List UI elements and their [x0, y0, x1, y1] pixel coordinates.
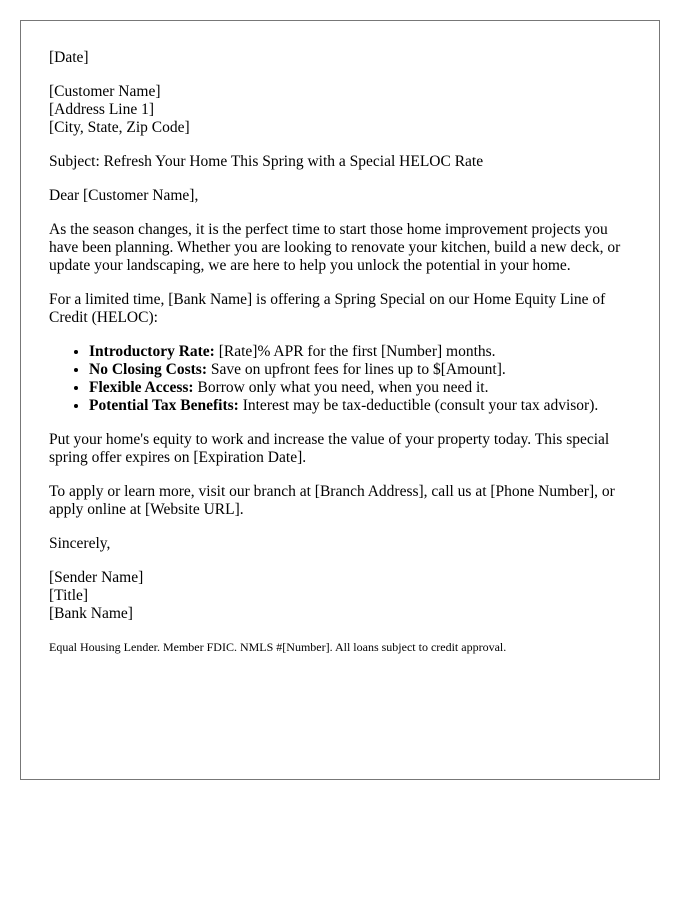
benefit-text: Save on upfront fees for lines up to $[Amount]. — [206, 361, 506, 378]
recipient-name: [Customer Name] — [49, 83, 161, 100]
letter-salutation: Dear [Customer Name], — [49, 187, 199, 204]
letter-closing: Sincerely, — [49, 535, 111, 552]
sender-signature-block — [49, 569, 631, 623]
body-paragraph-call-to-action: Put your home's equity to work and increase the value of your property today. This special spring offer expires on [Expiration Date]. — [49, 431, 610, 466]
benefit-item-introductory-rate — [89, 343, 631, 361]
body-paragraph-contact: To apply or learn more, visit our branch at [Branch Address], call us at [Phone Number], or apply online at [Website URL]. — [49, 483, 615, 518]
sender-name: [Sender Name] — [49, 569, 144, 586]
body-paragraph-offer: For a limited time, [Bank Name] is offering a Spring Special on our Home Equity Line of Credit (HELOC): — [49, 291, 606, 326]
benefits-list — [49, 343, 631, 415]
benefit-label: No Closing Costs: — [89, 361, 207, 378]
benefit-text: Interest may be tax-deductible (consult your tax advisor). — [238, 397, 599, 414]
letter-page — [20, 20, 660, 780]
benefit-item-tax-benefits — [89, 397, 631, 415]
recipient-city-state-zip: [City, State, Zip Code] — [49, 119, 190, 136]
recipient-address-line-1: [Address Line 1] — [49, 101, 155, 118]
benefit-text: Borrow only what you need, when you need it. — [193, 379, 489, 396]
recipient-address — [49, 83, 631, 137]
benefit-label: Potential Tax Benefits: — [89, 397, 239, 414]
benefit-item-no-closing-costs — [89, 361, 631, 379]
legal-footer-note: Equal Housing Lender. Member FDIC. NMLS #[Number]. All loans subject to credit approval. — [49, 640, 507, 654]
benefit-text: [Rate]% APR for the first [Number] months. — [214, 343, 496, 360]
letter-date: [Date] — [49, 49, 89, 66]
benefit-label: Flexible Access: — [89, 379, 194, 396]
sender-bank: [Bank Name] — [49, 605, 133, 622]
letter-subject: Subject: Refresh Your Home This Spring with a Special HELOC Rate — [49, 153, 484, 170]
sender-title: [Title] — [49, 587, 89, 604]
benefit-item-flexible-access — [89, 379, 631, 397]
body-paragraph-intro: As the season changes, it is the perfect time to start those home improvement projects you have been planning. Whether you are looking to renovate your kitchen, build a new deck, or update your landscaping, we are here to help you unlock the potential in your home. — [49, 221, 621, 274]
benefit-label: Introductory Rate: — [89, 343, 215, 360]
